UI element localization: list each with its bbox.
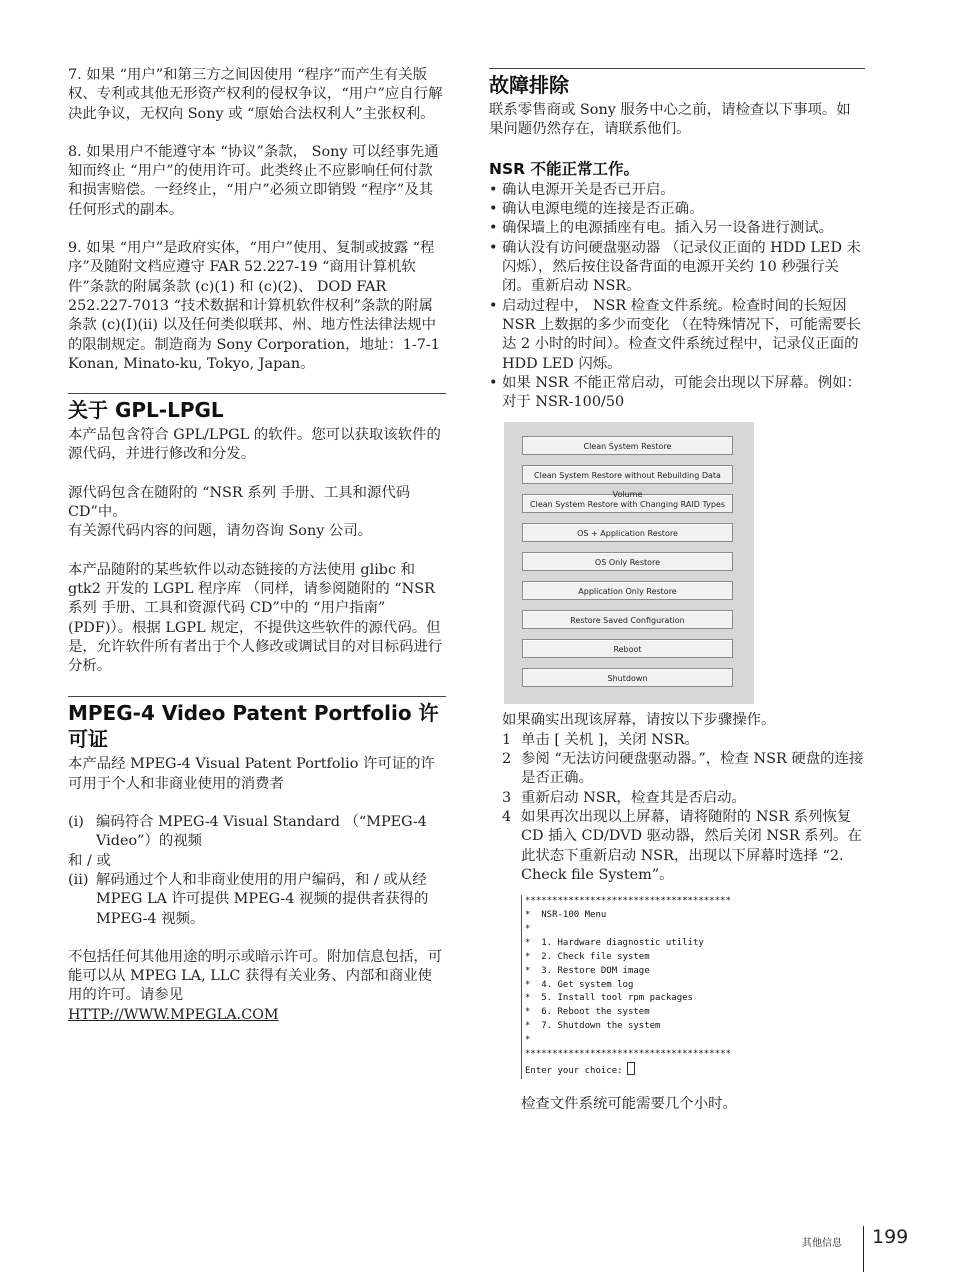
- console-line: * 3. Restore DOM image: [525, 965, 650, 976]
- bullet-icon: •: [489, 181, 498, 198]
- restore-option-button[interactable]: Clean System Restore with Changing RAID Types: [522, 494, 733, 513]
- console-line: * NSR-100 Menu: [525, 910, 607, 921]
- restore-option-button[interactable]: Clean System Restore without Rebuilding Data: [522, 465, 733, 484]
- mpeg-paragraph-1: 本产品经 MPEG-4 Visual Patent Portfolio 许可证的许可用于个人和非商业使用的消费者: [68, 756, 435, 792]
- console-line: *: [525, 1035, 531, 1046]
- procedure-step: 1 单击 [ 关机 ]，关闭 NSR。: [502, 731, 699, 748]
- mpeg-item-i: (i) 编码符合 MPEG-4 Visual Standard （“MPEG-4 Video”）的视频: [68, 814, 427, 850]
- procedure-steps: [502, 731, 865, 885]
- gpl-section: [68, 393, 446, 676]
- gpl-heading: 关于 GPL-LPGL: [68, 398, 224, 423]
- console-line: * 7. Shutdown the system: [525, 1021, 661, 1032]
- procedure: [489, 711, 865, 885]
- nsr-subheading: NSR 不能正常工作。: [489, 159, 639, 178]
- license-clause-7: 7. 如果 “用户”和第三方之间因使用 “程序”而产生有关版权、专利或其他无形资产权利的侵权争议，“用户”应自行解决此争议，无权向 Sony 或 “原始合法权利人”主张权利。: [68, 67, 443, 122]
- mpeg-paragraph-3: 不包括任何其他用途的明示或暗示许可。附加信息包括，可能可以从 MPEG LA, LLC 获得有关业务、内部和商业使用的许可。请参见: [68, 948, 443, 1004]
- console-line: * 4. Get system log: [525, 979, 634, 990]
- console-line: * 6. Reboot the system: [525, 1007, 650, 1018]
- restore-option-button[interactable]: Shutdown: [522, 668, 733, 687]
- procedure-step: 3 重新启动 NSR，检查其是否启动。: [502, 789, 746, 806]
- restore-option-button[interactable]: Application Only Restore: [522, 581, 733, 600]
- restore-option-button[interactable]: Restore Saved Configuration: [522, 610, 733, 629]
- troubleshooting-section: [489, 68, 865, 1114]
- mpeg-item-ii: (ii) 解码通过个人和非商业使用的用户编码，和 / 或从经 MPEG LA 许可提供 MPEG-4 视频的提供者获得的 MPEG-4 视频。: [68, 871, 429, 927]
- page-number: 199: [872, 1226, 909, 1248]
- check-item: • 确认没有访问硬盘驱动器 （记录仪正面的 HDD LED 未闪烁），然后按住设备背面的电源开关约 10 秒强行关闭。重新启动 NSR。: [489, 239, 865, 297]
- bullet-icon: •: [489, 201, 498, 218]
- license-clause-8: 8. 如果用户不能遵守本 “协议”条款， Sony 可以经事先通知而终止 “用户”的使用许可。此类终止不应影响任何付款和损害赔偿。一经终止，“用户”必须立即销毁 “程序”及其任何形式的副本。: [68, 143, 439, 218]
- right-column: [489, 68, 865, 1114]
- cursor-icon: [627, 1062, 635, 1075]
- console-prompt: Enter your choice:: [525, 1062, 635, 1079]
- restore-option-button[interactable]: OS Only Restore: [522, 552, 733, 571]
- procedure-step: 4 如果再次出现以上屏幕，请将随附的 NSR 系列恢复 CD 插入 CD/DVD 驱动器，然后关闭 NSR 系列。在此状态下重新启动 NSR，出现以下屏幕时选择 “2. Check file System”。: [502, 808, 862, 883]
- bullet-icon: •: [489, 374, 498, 391]
- bullet-icon: •: [489, 220, 498, 237]
- troubleshooting-intro: 联系零售商或 Sony 服务中心之前，请检查以下事项。如果问题仍然存在，请联系他们。: [489, 102, 851, 138]
- bullet-icon: •: [489, 239, 498, 256]
- gpl-paragraph-2a: 源代码包含在随附的 “NSR 系列 手册、工具和源代码 CD”中。: [68, 484, 411, 521]
- check-item: • 确保墙上的电源插座有电。插入另一设备进行测试。: [489, 219, 865, 238]
- footer-divider: [863, 1226, 864, 1272]
- restore-option-button[interactable]: Reboot: [522, 639, 733, 658]
- check-item: • 确认电源开关是否已开启。: [489, 181, 865, 200]
- gpl-paragraph-1: 本产品包含符合 GPL/LPGL 的软件。您可以获取该软件的源代码，并进行修改和分发。: [68, 427, 441, 463]
- procedure-intro: 如果确实出现该屏幕，请按以下步骤操作。: [502, 712, 776, 729]
- console-line: **************************************: [525, 1049, 731, 1060]
- restore-menu-screenshot: [504, 422, 754, 704]
- console-line: * 5. Install tool rpm packages: [525, 993, 693, 1004]
- and-or-text: 和 / 或: [68, 852, 111, 869]
- closing-note: 检查文件系统可能需要几个小时。: [521, 1096, 737, 1113]
- troubleshooting-heading: 故障排除: [489, 73, 569, 97]
- gpl-paragraph-2b: 有关源代码内容的问题，请勿咨询 Sony 公司。: [68, 523, 373, 540]
- console-line: * 1. Hardware diagnostic utility: [525, 937, 704, 948]
- restore-option-button[interactable]: Clean System Restore: [522, 436, 733, 455]
- bullet-icon: •: [489, 297, 498, 314]
- mpeg-section: [68, 696, 446, 1025]
- console-menu-screenshot: [521, 895, 785, 1079]
- console-line: * 2. Check file system: [525, 951, 650, 962]
- gpl-paragraph-3: 本产品随附的某些软件以动态链接的方法使用 glibc 和 gtk2 开发的 LGPL 程序库 （同样，请参阅随附的 “NSR 系列 手册、工具和资源代码 CD”中的 “用户指南” (PDF)）。根据 LGPL 规定，不提供这些软件的源代码。但是，允许软件所有者出于个人修改或调试目的对目标码进行分析。: [68, 561, 443, 675]
- mpeg-heading: MPEG-4 Video Patent Portfolio 许可证: [68, 701, 439, 752]
- left-column: [68, 66, 446, 1025]
- procedure-step: 2 参阅 “无法访问硬盘驱动器。”，检查 NSR 硬盘的连接是否正确。: [502, 751, 864, 787]
- restore-option-button[interactable]: OS + Application Restore: [522, 523, 733, 542]
- footer-section-label: 其他信息: [802, 1238, 842, 1249]
- check-list: [489, 181, 865, 413]
- console-line: *: [525, 923, 531, 934]
- console-line: **************************************: [525, 896, 731, 907]
- license-clause-9: 9. 如果 “用户”是政府实体，“用户”使用、复制或披露 “程序”及随附文档应遵守 FAR 52.227-19 “商用计算机软件”条款的附属条款 (c)(1) 和 (c)(2)、 DOD FAR 252.227-7013 “技术数据和计算机软件权利”条款的附属条款 (c)(I)(ii) 以及任何类似联邦、州、地方性法律法规中的限制规定。制造商为 Sony Corporation，地址：1-7-1 Konan, Minato-ku, Tokyo, Japan。: [68, 240, 440, 372]
- check-item: • 如果 NSR 不能正常启动，可能会出现以下屏幕。例如：对于 NSR-100/50: [489, 374, 865, 413]
- check-item: • 确认电源电缆的连接是否正确。: [489, 200, 865, 219]
- check-item: • 启动过程中， NSR 检查文件系统。检查时间的长短因 NSR 上数据的多少而变化 （在特殊情况下，可能需要长达 2 小时的时间）。检查文件系统过程中，记录仪正面的 HDD LED 闪烁。: [489, 297, 865, 374]
- mpegla-link[interactable]: HTTP://WWW.MPEGLA.COM: [68, 1006, 279, 1023]
